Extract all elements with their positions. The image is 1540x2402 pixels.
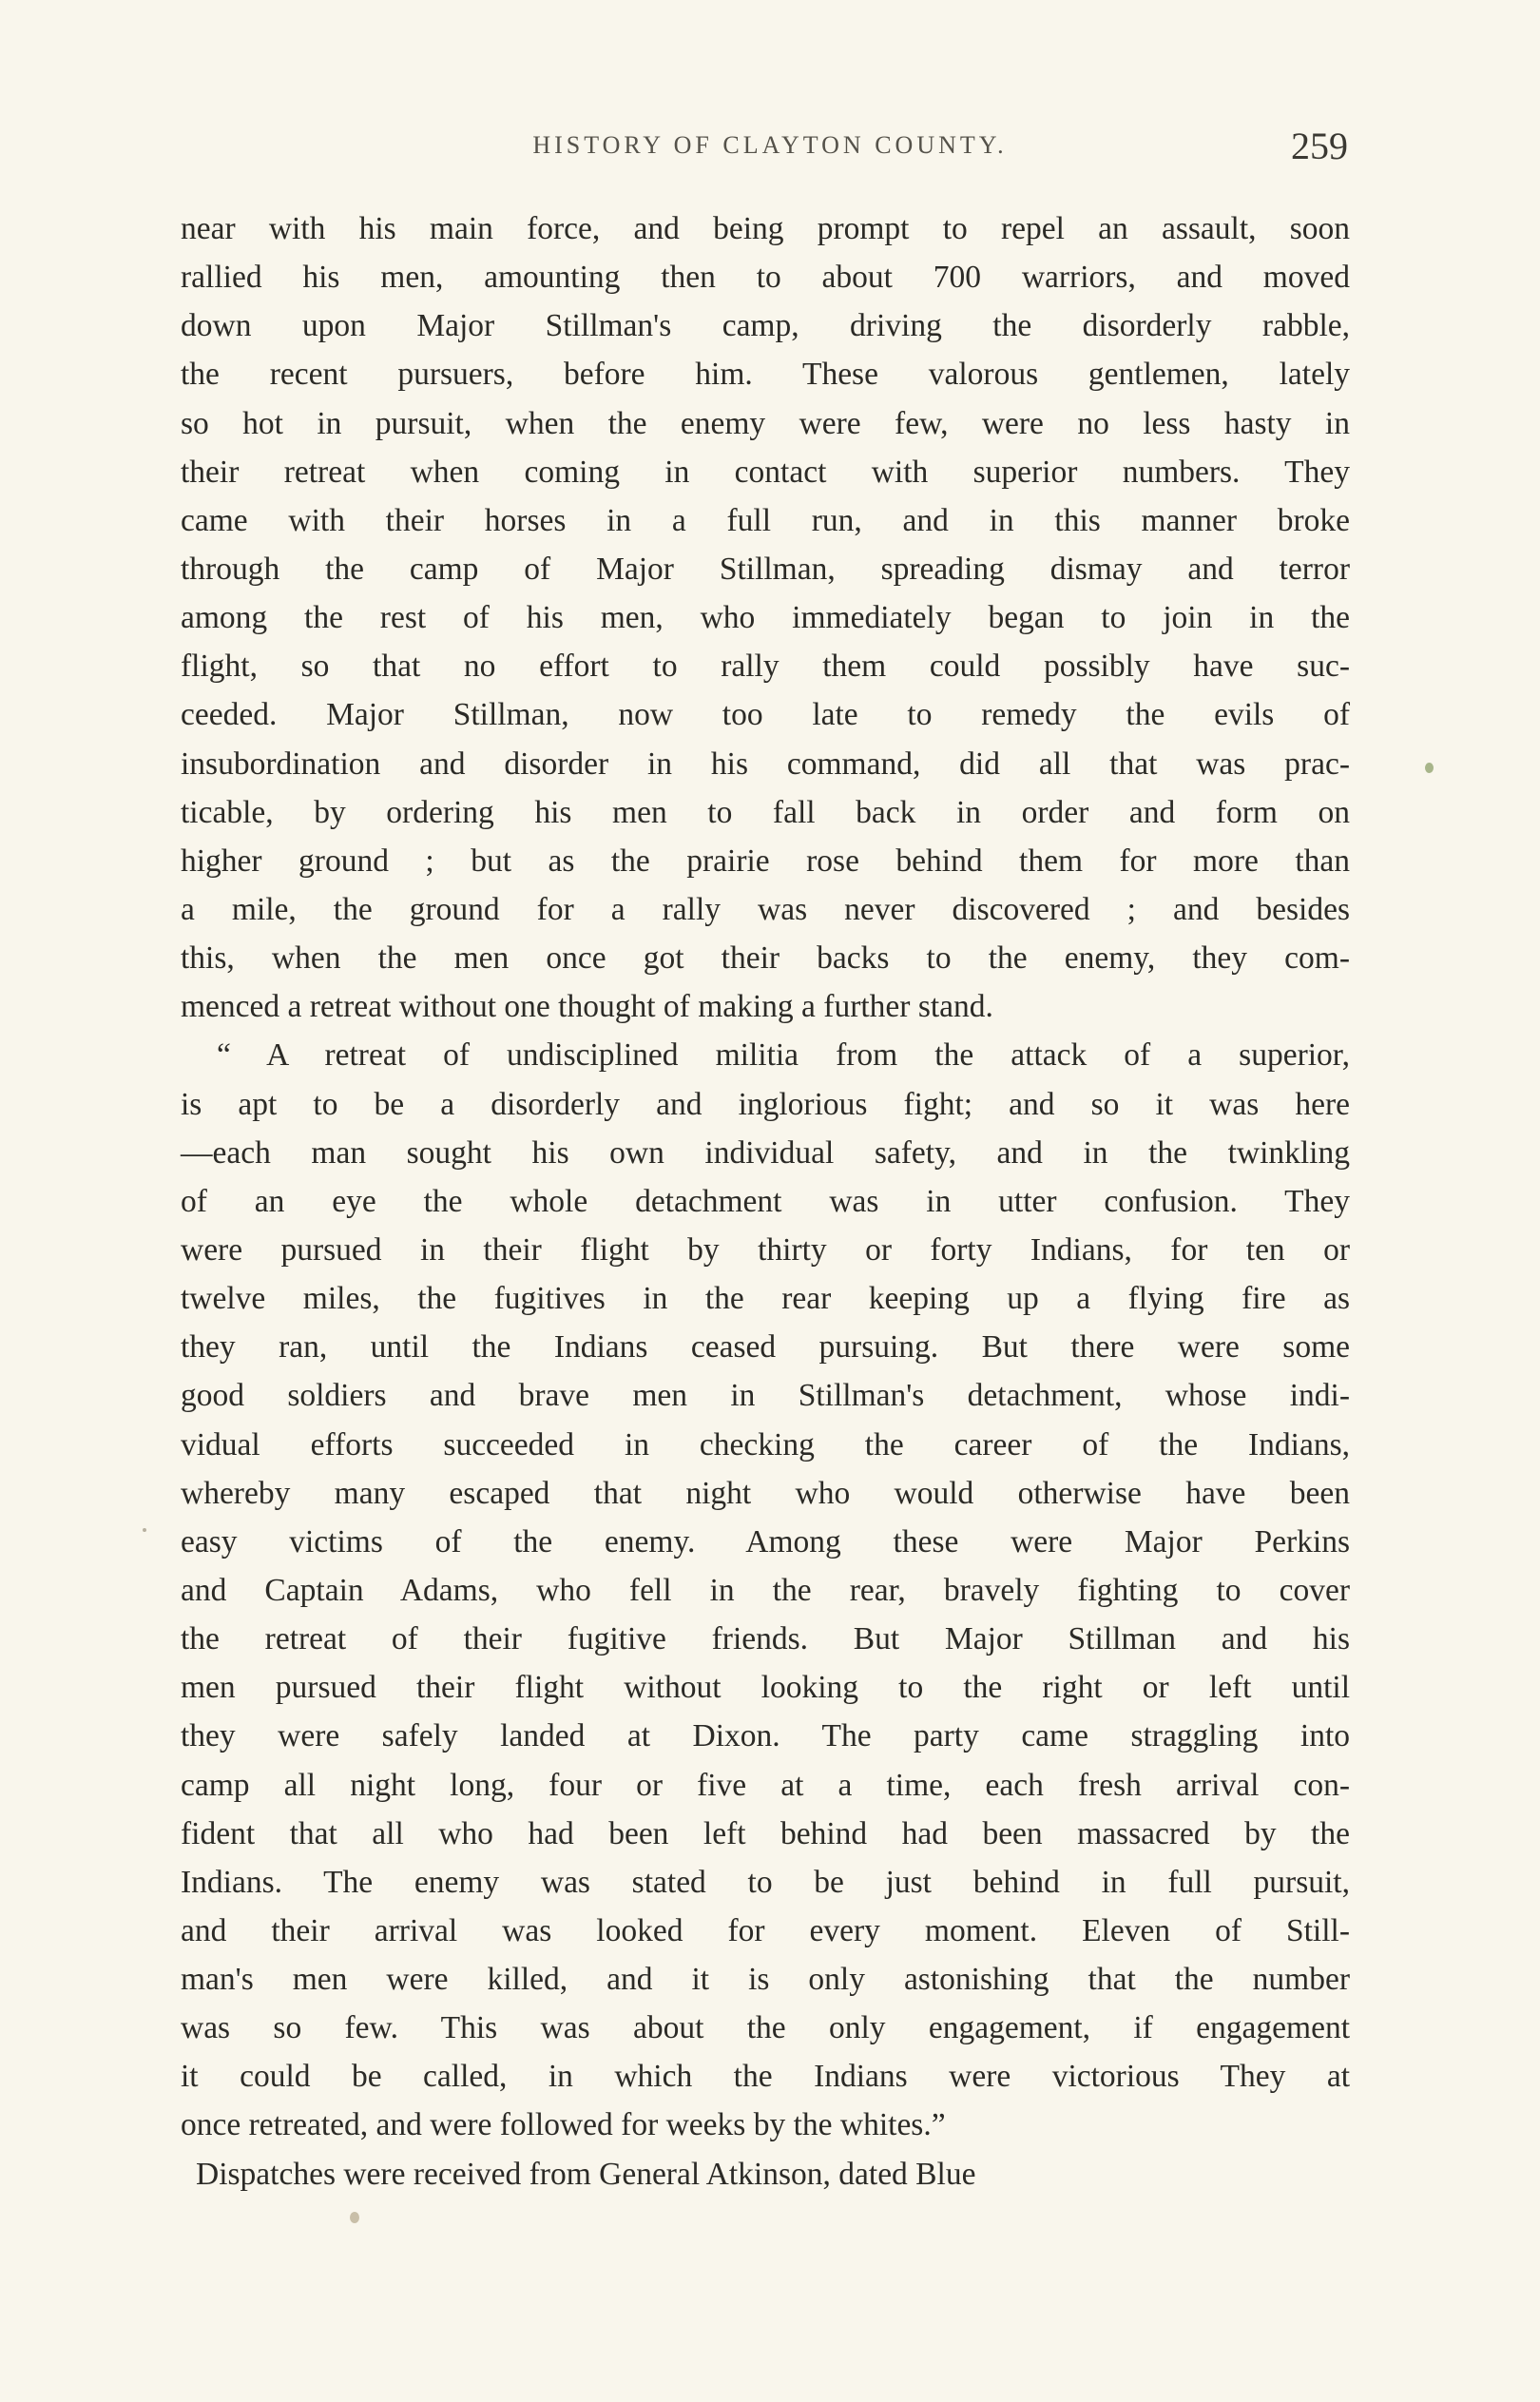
text-line: and Captain Adams, who fell in the rear, bravely fighting to cover	[181, 1572, 1350, 1608]
text-line: higher ground ; but as the prairie rose behind them for more than	[181, 843, 1350, 879]
text-line: a mile, the ground for a rally was never discovered ; and besides	[181, 891, 1350, 927]
running-head: HISTORY OF CLAYTON COUNTY.	[532, 131, 1008, 159]
paper-blemish	[143, 1528, 146, 1532]
paper-blemish	[1425, 763, 1434, 773]
text-line: were pursued in their flight by thirty or forty Indians, for ten or	[181, 1231, 1350, 1268]
text-line: they ran, until the Indians ceased pursuing. But there were some	[181, 1329, 1350, 1366]
text-line: men pursued their flight without looking to the right or left until	[181, 1670, 1350, 1706]
text-line: ceeded. Major Stillman, now too late to remedy the evils of	[181, 697, 1350, 733]
text-line: menced a retreat without one thought of making a further stand.	[181, 989, 993, 1025]
text-line: twelve miles, the fugitives in the rear keeping up a flying fire as	[181, 1281, 1350, 1317]
text-line: man's men were killed, and it is only astonishing that the number	[181, 1962, 1350, 1998]
text-line: Dispatches were received from General Atkinson, dated Blue	[196, 2156, 976, 2192]
text-line: is apt to be a disorderly and inglorious fight; and so it was here	[181, 1086, 1350, 1122]
text-line: vidual efforts succeeded in checking the career of the Indians,	[181, 1426, 1350, 1463]
text-line: camp all night long, four or five at a time, each fresh arrival con-	[181, 1767, 1350, 1803]
text-line: this, when the men once got their backs to the enemy, they com-	[181, 940, 1350, 977]
text-line: rallied his men, amounting then to about 700 warriors, and moved	[181, 260, 1350, 296]
text-line: near with his main force, and being prompt to repel an assault, soon	[181, 211, 1350, 246]
text-line: easy victims of the enemy. Among these were Major Perkins	[181, 1523, 1350, 1559]
text-line: the recent pursuers, before him. These valorous gentlemen, lately	[181, 357, 1350, 393]
text-line: flight, so that no effort to rally them could possibly have suc-	[181, 649, 1350, 685]
text-line: the retreat of their fugitive friends. But Major Stillman and his	[181, 1621, 1350, 1657]
text-line: insubordination and disorder in his command, did all that was prac-	[181, 746, 1350, 782]
text-line: —each man sought his own individual safety, and in the twinkling	[181, 1134, 1350, 1171]
text-line: Indians. The enemy was stated to be just behind in full pursuit,	[181, 1864, 1350, 1900]
text-line: was so few. This was about the only engagement, if engagement	[181, 2010, 1350, 2046]
page-header	[0, 124, 1540, 181]
text-line: fident that all who had been left behind had been massacred by the	[181, 1815, 1350, 1851]
text-line: “ A retreat of undisciplined militia from the attack of a superior,	[217, 1037, 1350, 1074]
text-line: once retreated, and were followed for weeks by the whites.”	[181, 2107, 946, 2143]
text-line: of an eye the whole detachment was in utter confusion. They	[181, 1183, 1350, 1219]
text-line: through the camp of Major Stillman, spreading dismay and terror	[181, 551, 1350, 587]
text-line: so hot in pursuit, when the enemy were few, were no less hasty in	[181, 405, 1350, 441]
text-line: they were safely landed at Dixon. The party came straggling into	[181, 1718, 1350, 1754]
text-line: good soldiers and brave men in Stillman's detachment, whose indi-	[181, 1378, 1350, 1414]
text-line: it could be called, in which the Indians were victorious They at	[181, 2059, 1350, 2095]
text-line: ticable, by ordering his men to fall back in order and form on	[181, 794, 1350, 830]
text-line: among the rest of his men, who immediately began to join in the	[181, 600, 1350, 636]
paper-blemish	[350, 2212, 359, 2223]
page-number: 259	[1291, 125, 1348, 167]
text-line: down upon Major Stillman's camp, driving the disorderly rabble,	[181, 308, 1350, 344]
body-text	[181, 204, 1350, 2199]
text-line: whereby many escaped that night who would otherwise have been	[181, 1475, 1350, 1511]
text-line: their retreat when coming in contact with superior numbers. They	[181, 454, 1350, 490]
text-line: and their arrival was looked for every moment. Eleven of Still-	[181, 1912, 1350, 1948]
text-line: came with their horses in a full run, and in this manner broke	[181, 502, 1350, 538]
